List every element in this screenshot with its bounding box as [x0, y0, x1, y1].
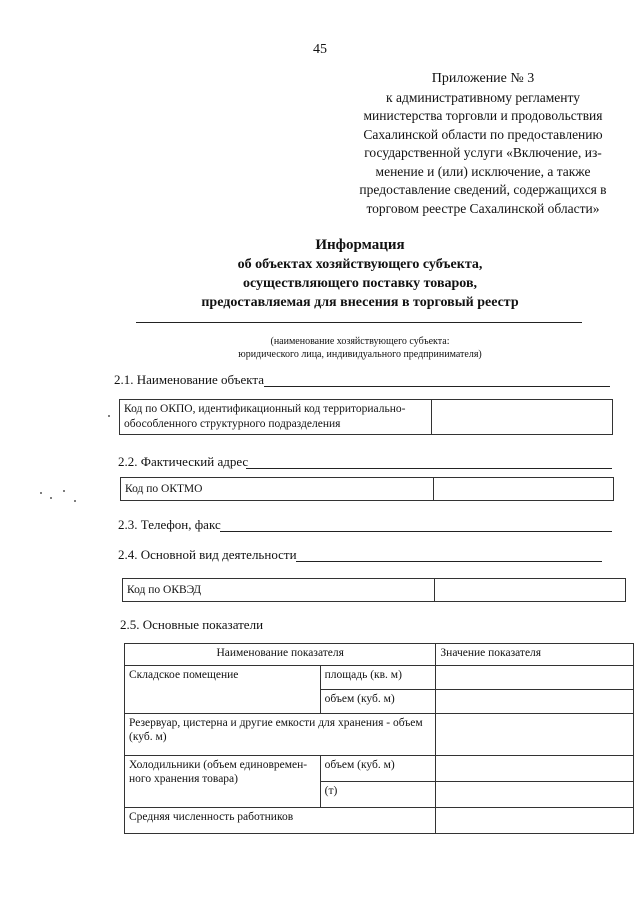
warehouse-area-cell: площадь (кв. м) [320, 666, 436, 690]
scan-speck [108, 415, 110, 417]
oktmo-code-label: Код по ОКТМО [121, 478, 434, 500]
warehouse-cell: Складское помещение [125, 666, 321, 714]
table-row [125, 756, 634, 782]
appendix-line: торговом реестре Сахалинской области» [366, 200, 600, 216]
header-indicator-value: Значение показателя [436, 644, 634, 666]
okved-code-box [122, 578, 626, 602]
appendix-line: к административному регламенту [386, 89, 580, 105]
hint-line: (наименование хозяйствующего субъекта: [270, 336, 450, 347]
table-row [125, 714, 634, 756]
okpo-code-label: Код по ОКПО, идентификационный код территориально-обособленного структурного подразделения [120, 400, 432, 434]
main-indicators-label: 2.5. Основные показатели [120, 617, 264, 632]
table-row [125, 808, 634, 834]
table-header-row [125, 644, 634, 666]
fridges-volume-value[interactable] [436, 756, 634, 782]
appendix-line: предоставление сведений, содержащихся в [359, 182, 607, 197]
oktmo-code-value[interactable] [434, 478, 613, 500]
heading-line: об объектах хозяйствующего субъекта, [237, 257, 483, 272]
warehouse-volume-value[interactable] [436, 690, 634, 714]
hint-line: юридического лица, индивидуального предпринимателя) [238, 349, 482, 360]
heading-line: предоставляемая для внесения в торговый реестр [201, 295, 519, 310]
document-heading [160, 236, 560, 312]
actual-address-line[interactable] [246, 468, 612, 469]
fridges-cell: Холодильники (объем единовремен-ного хранения товара) [125, 756, 321, 808]
object-name-label: 2.1. Наименование объекта [114, 372, 265, 387]
subject-name-line[interactable] [136, 322, 582, 323]
appendix-line: государственной услуги «Включение, из- [364, 145, 602, 160]
appendix-title: Приложение № 3 [431, 71, 535, 86]
actual-address-label: 2.2. Фактический адрес [118, 454, 249, 469]
object-name-line[interactable] [264, 386, 610, 387]
reservoir-value[interactable] [436, 714, 634, 756]
phone-fax-label: 2.3. Телефон, факс [118, 517, 221, 532]
appendix-line: министерства торговли и продовольствия [363, 108, 603, 123]
reservoir-cell: Резервуар, цистерна и другие емкости для хранения - объем (куб. м) [125, 714, 436, 756]
header-indicator-name: Наименование показателя [125, 644, 436, 666]
fridges-tons-cell: (т) [320, 782, 436, 808]
indicators-table [124, 643, 634, 834]
fridges-volume-cell: объем (куб. м) [320, 756, 436, 782]
main-activity-line[interactable] [296, 561, 602, 562]
appendix-line: менение и (или) исключение, а также [375, 163, 591, 179]
okpo-code-value[interactable] [432, 400, 612, 434]
avg-staff-cell: Средняя численность работников [125, 808, 436, 834]
warehouse-area-value[interactable] [436, 666, 634, 690]
scan-speck [40, 492, 42, 494]
appendix-note [318, 70, 640, 218]
heading-line: Информация [315, 237, 405, 253]
appendix-line: Сахалинской области по предоставлению [363, 126, 603, 142]
avg-staff-value[interactable] [436, 808, 634, 834]
page-number: 45 [313, 42, 327, 57]
warehouse-volume-cell: объем (куб. м) [320, 690, 436, 714]
okved-code-value[interactable] [435, 579, 625, 601]
scan-speck [74, 500, 76, 502]
scan-speck [63, 490, 65, 492]
oktmo-code-box [120, 477, 614, 501]
table-row [125, 666, 634, 690]
subject-name-hint [190, 335, 530, 361]
scan-speck [50, 497, 52, 499]
heading-line: осуществляющего поставку товаров, [242, 276, 478, 291]
phone-fax-line[interactable] [220, 531, 612, 532]
okpo-code-box [119, 399, 613, 435]
main-activity-label: 2.4. Основной вид деятельности [118, 547, 297, 562]
fridges-tons-value[interactable] [436, 782, 634, 808]
okved-code-label: Код по ОКВЭД [123, 579, 435, 601]
